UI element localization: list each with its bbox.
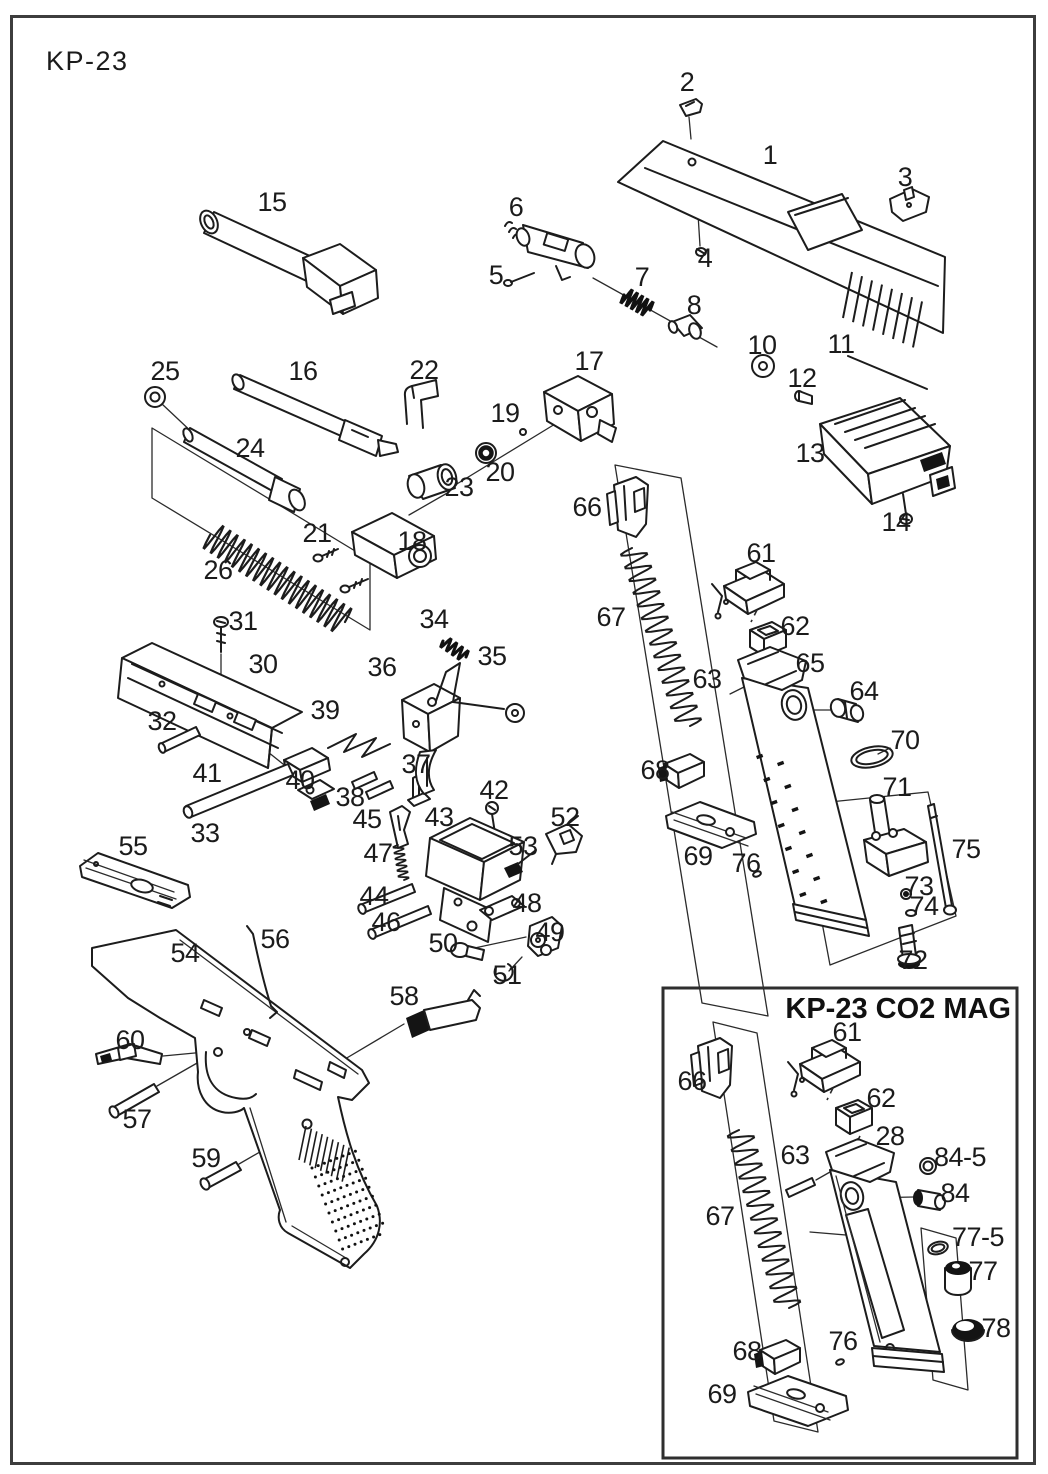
part-number-label-66: 66: [677, 1066, 707, 1096]
guide-rod-pin-drawing: [848, 356, 927, 389]
part-number-label-76: 76: [828, 1326, 858, 1356]
part-number-label-70: 70: [890, 725, 920, 755]
oring-70-drawing: [849, 743, 894, 771]
page-title: KP-23: [46, 46, 129, 76]
part-number-label-42: 42: [479, 775, 509, 805]
part-number-label-50: 50: [428, 928, 458, 958]
part-number-label-52: 52: [550, 802, 580, 832]
front-sight-drawing: [890, 187, 929, 221]
part-number-label-7: 7: [634, 262, 650, 292]
part-number-label-69: 69: [683, 841, 713, 871]
part-number-label-5: 5: [488, 260, 504, 290]
inset-oring-84-5-inner: [924, 1162, 933, 1171]
tiny-pin-19-drawing: [520, 429, 526, 435]
part-number-label-13: 13: [795, 438, 825, 468]
slide-cover-plate-drawing: [680, 99, 702, 116]
part-number-label-24: 24: [235, 433, 265, 463]
part-number-label-63: 63: [780, 1140, 810, 1170]
part-number-label-44: 44: [359, 881, 389, 911]
part-number-label-3: 3: [897, 162, 913, 192]
part-number-label-72: 72: [898, 945, 928, 975]
part-number-label-74: 74: [909, 891, 939, 921]
inset-piston-77-drawing: [945, 1261, 971, 1295]
part-number-label-68: 68: [640, 755, 670, 785]
inset-oring-77-5-drawing: [927, 1240, 949, 1257]
part-number-label-20: 20: [485, 457, 515, 487]
sear-spring-39-drawing: [328, 734, 390, 757]
slide-drawing: [618, 141, 945, 347]
part-number-label-36: 36: [367, 652, 397, 682]
part-number-label-64: 64: [849, 676, 879, 706]
part-number-label-11: 11: [827, 329, 855, 359]
part-number-label-57: 57: [122, 1104, 152, 1134]
part-number-label-18: 18: [397, 526, 427, 556]
part-number-label-8: 8: [686, 290, 702, 320]
part-number-label-45: 45: [352, 804, 382, 834]
part-number-label-23: 23: [444, 472, 474, 502]
hopup-chamber-drawing: [544, 376, 616, 442]
guide-grommet-drawing: [145, 387, 165, 407]
part-number-label-66: 66: [572, 492, 602, 522]
part-number-label-63: 63: [692, 664, 722, 694]
loading-nozzle-drawing: [505, 222, 598, 280]
part-number-label-55: 55: [118, 831, 148, 861]
part-number-label-32: 32: [147, 706, 177, 736]
part-number-label-75: 75: [951, 834, 981, 864]
part-number-label-35: 35: [477, 641, 507, 671]
barrel-clip-drawing: [405, 380, 438, 428]
part-number-label-39: 39: [310, 695, 340, 725]
part-number-label-41: 41: [192, 758, 222, 788]
inset-baseplate-69-drawing: [748, 1376, 848, 1426]
part-number-label-84: 84: [940, 1178, 970, 1208]
part-number-label-46: 46: [371, 907, 401, 937]
part-number-label-51: 51: [492, 960, 522, 990]
part-number-label-34: 34: [419, 604, 449, 634]
outer-barrel-drawing: [197, 208, 378, 314]
part-number-label-6: 6: [508, 192, 524, 222]
part-number-label-58: 58: [389, 981, 419, 1011]
inset-title: KP-23 CO2 MAG: [785, 993, 1011, 1025]
part-number-label-17: 17: [574, 346, 604, 376]
part-number-label-43: 43: [424, 802, 454, 832]
part-number-label-59: 59: [191, 1143, 221, 1173]
part-number-label-25: 25: [150, 356, 180, 386]
small-spring-47-drawing: [394, 845, 409, 880]
part-number-label-21: 21: [302, 518, 332, 548]
part-number-label-53: 53: [508, 831, 538, 861]
part-number-label-19: 19: [490, 398, 520, 428]
part-number-label-54: 54: [170, 938, 200, 968]
part-number-label-78: 78: [981, 1313, 1011, 1343]
part-number-label-67: 67: [705, 1201, 735, 1231]
lever-45-drawing: [390, 806, 410, 848]
part-number-label-77-5: 77-5: [951, 1222, 1005, 1252]
part-number-label-56: 56: [260, 924, 290, 954]
part-number-label-62: 62: [866, 1083, 896, 1113]
chassis-screw-drawing: [214, 617, 228, 652]
part-number-label-77: 77: [968, 1256, 998, 1286]
part-number-label-12: 12: [787, 363, 817, 393]
mag-follower-66-drawing: [607, 477, 648, 537]
mag-valve-71-drawing: [864, 795, 928, 876]
inset-cap-78-drawing: [952, 1319, 984, 1341]
extractor-plate-55-drawing: [80, 853, 190, 908]
part-number-label-22: 22: [409, 355, 439, 385]
mag-valve-block-61-drawing: [712, 562, 784, 619]
part-number-label-14: 14: [881, 507, 911, 537]
blowback-housing-drawing: [820, 398, 955, 504]
part-number-label-84-5: 84-5: [933, 1142, 987, 1172]
part-number-label-2: 2: [679, 67, 695, 97]
nozzle-screw-drawing: [504, 273, 534, 286]
part-number-label-40: 40: [285, 765, 315, 795]
part-number-label-69: 69: [707, 1379, 737, 1409]
part-number-label-65: 65: [795, 648, 825, 678]
part-number-label-38: 38: [335, 782, 365, 812]
part-number-label-30: 30: [248, 649, 278, 679]
part-number-label-62: 62: [780, 611, 810, 641]
inset-valve-block-61-drawing: [788, 1040, 860, 1097]
part-number-label-4: 4: [697, 243, 713, 273]
inset-bb-76-drawing: [835, 1358, 844, 1365]
part-number-label-61: 61: [832, 1017, 862, 1047]
part-number-label-71: 71: [882, 772, 912, 802]
nozzle-spring-drawing: [621, 291, 653, 315]
part-number-label-10: 10: [747, 330, 777, 360]
part-number-label-73: 73: [904, 871, 934, 901]
trigger-spring-34-drawing: [441, 639, 468, 659]
part-number-label-26: 26: [203, 555, 233, 585]
part-number-label-33: 33: [190, 818, 220, 848]
part-number-label-67: 67: [596, 602, 626, 632]
part-number-label-48: 48: [512, 888, 542, 918]
part-number-label-76: 76: [731, 848, 761, 878]
part-number-label-60: 60: [115, 1025, 145, 1055]
part-number-label-68: 68: [732, 1336, 762, 1366]
part-number-label-28: 28: [875, 1121, 905, 1151]
inset-pin-63-drawing: [786, 1178, 815, 1197]
part-number-label-31: 31: [228, 606, 258, 636]
part-number-label-1: 1: [762, 140, 778, 170]
part-number-label-37: 37: [401, 749, 431, 779]
part-number-label-15: 15: [257, 187, 287, 217]
part-number-label-47: 47: [363, 838, 393, 868]
part-number-label-49: 49: [535, 917, 565, 947]
part-number-label-16: 16: [288, 356, 318, 386]
part-number-label-61: 61: [746, 538, 776, 568]
